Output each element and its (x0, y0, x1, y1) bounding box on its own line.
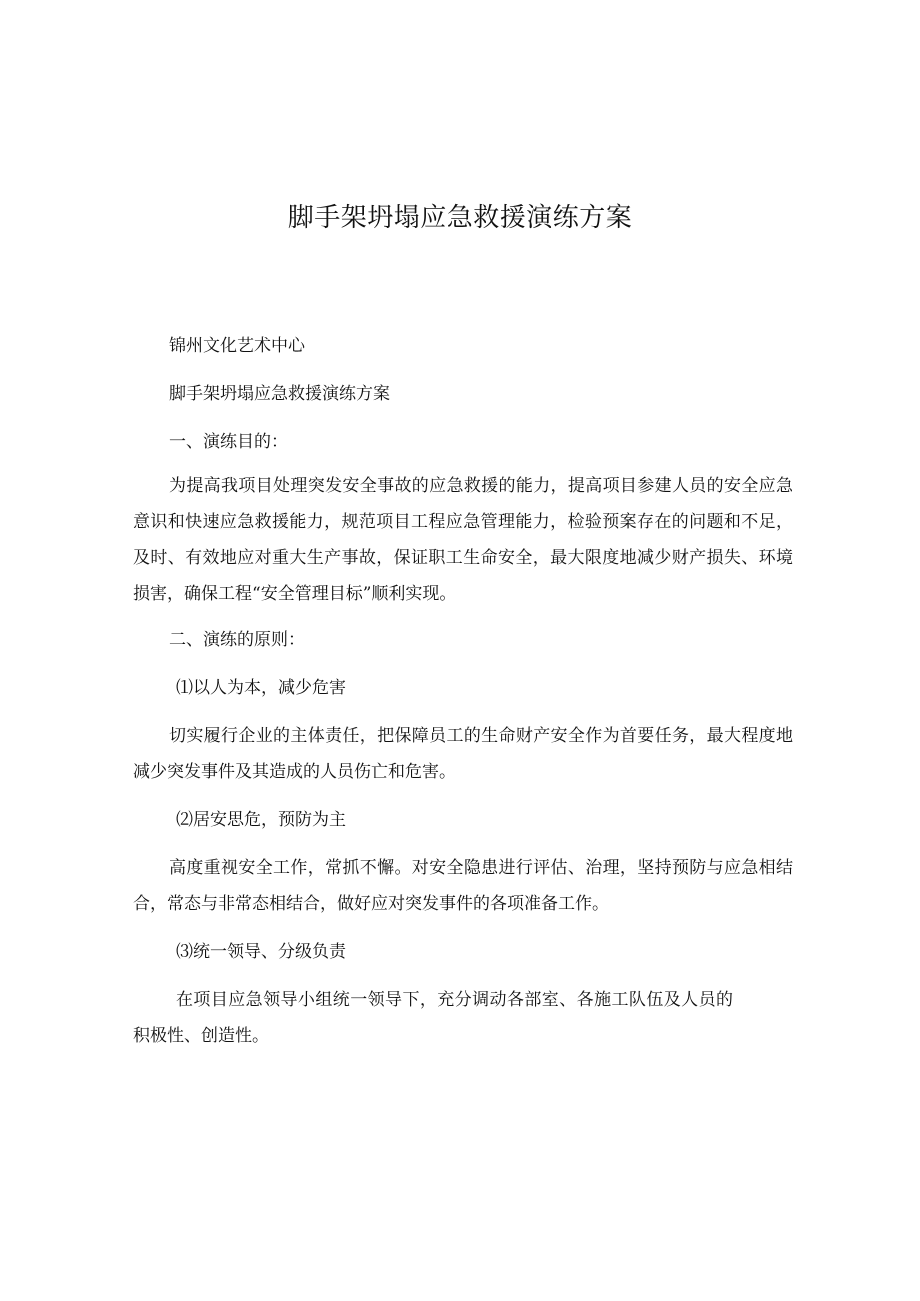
principle-3-heading: ⑶统一领导、分级负责 (176, 942, 346, 962)
section-heading-purpose: 一、演练目的： (169, 432, 288, 452)
principle-2-paragraph: 高度重视安全工作，常抓不懈。对安全隐患进行评估、治理，坚持预防与应急相结合，常态与非常态相结合，做好应对突发事件的各项准备工作。 (133, 858, 793, 914)
organization-name: 锦州文化艺术中心 (169, 336, 305, 356)
principle-1-paragraph: 切实履行企业的主体责任，把保障员工的生命财产安全作为首要任务，最大程度地减少突发事件及其造成的人员伤亡和危害。 (133, 726, 793, 782)
principle-1-heading: ⑴以人为本，减少危害 (176, 678, 346, 698)
document-subtitle: 脚手架坍塌应急救援演练方案 (169, 384, 390, 404)
purpose-paragraph: 为提高我项目处理突发安全事故的应急救援的能力，提高项目参建人员的安全应急意识和快速应急救援能力，规范项目工程应急管理能力，检验预案存在的问题和不足，及时、有效地应对重大生产事故，保证职工生命安全，最大限度地减少财产损失、环境损害，确保工程“安全管理目标”顺利实现。 (133, 476, 793, 604)
principle-3-paragraph: 在项目应急领导小组统一领导下，充分调动各部室、各施工队伍及人员的积极性、创造性。 (133, 990, 733, 1046)
principle-2-heading: ⑵居安思危，预防为主 (176, 810, 346, 830)
section-heading-principles: 二、演练的原则： (169, 630, 305, 650)
document-title: 脚手架坍塌应急救援演练方案 (287, 203, 633, 233)
